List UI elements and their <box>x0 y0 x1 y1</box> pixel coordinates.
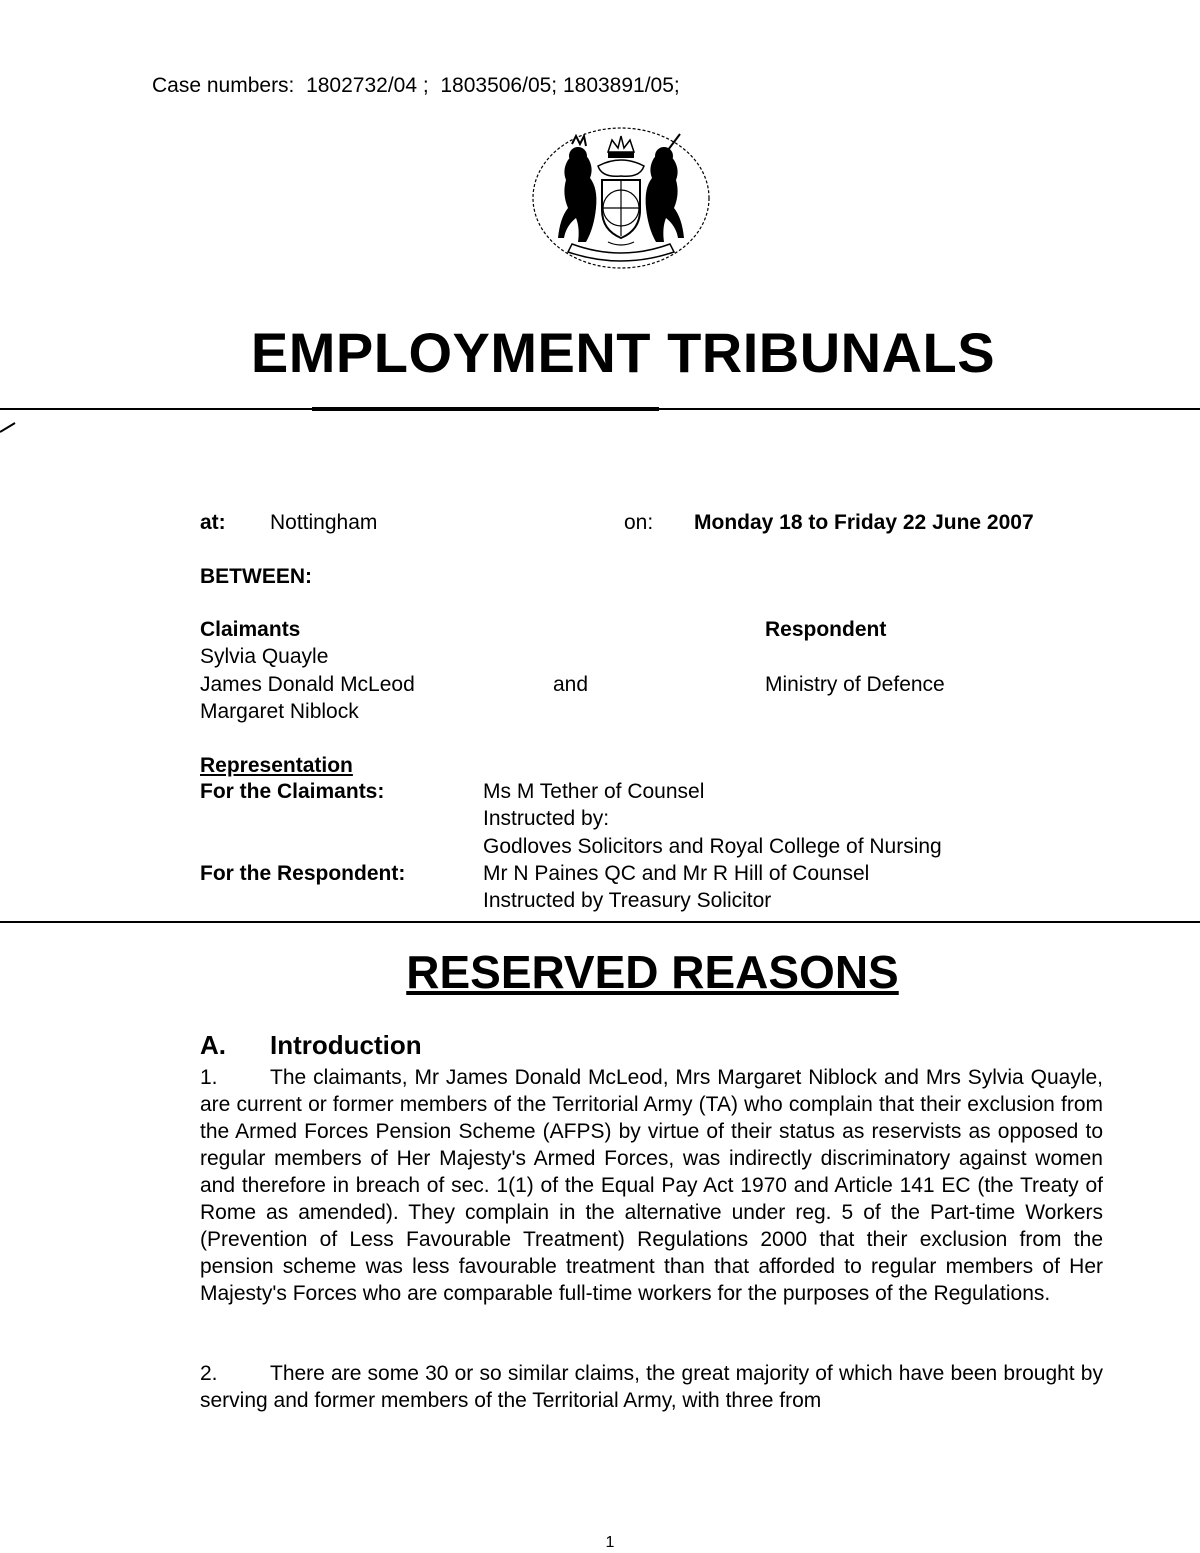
respondent-name: Ministry of Defence <box>765 673 945 696</box>
paragraph-text: The claimants, Mr James Donald McLeod, Mrs Margaret Niblock and Mrs Sylvia Quayle, are current or former members of the Territorial Army (TA) who complain that their exclusion from the Armed Forces Pension Scheme (AFPS) by virtue of their status as reservists as opposed to regular members of Her Majesty's Armed Forces, was indirectly discriminatory against women and therefore in breach of sec. 1(1) of the Equal Pay Act 1970 and Article 141 EC (the Treaty of Rome as amended). They complain in the alternative under reg. 5 of the Part-time Workers (Prevention of Less Favourable Treatment) Regulations 2000 that their exclusion from the pension scheme was less favourable treatment than that afforded to regular members of Her Majesty's Forces who are comparable full-time workers for the purposes of the Regulations. <box>200 1066 1103 1305</box>
respondent-representation-label: For the Respondent: <box>200 862 406 885</box>
claimants-representation-line: Ms M Tether of Counsel <box>483 780 705 803</box>
page-number: 1 <box>605 1534 615 1551</box>
paragraph-number: 1. <box>200 1066 218 1089</box>
margin-mark-icon <box>0 420 16 434</box>
at-label: at: <box>200 511 226 534</box>
paragraph-2 <box>200 1360 1103 1414</box>
paragraph-1 <box>200 1064 1103 1307</box>
claimant-name: Margaret Niblock <box>200 700 359 723</box>
representation-heading: Representation <box>200 754 353 777</box>
claimants-representation-line: Godloves Solicitors and Royal College of Nursing <box>483 835 942 858</box>
respondent-representation-line: Instructed by Treasury Solicitor <box>483 889 772 912</box>
section-letter: A. <box>200 1030 226 1060</box>
case-numbers: Case numbers: 1802732/04 ; 1803506/05; 1803891/05; <box>152 74 680 97</box>
page-title: EMPLOYMENT TRIBUNALS <box>250 321 996 384</box>
representation-divider <box>0 921 1200 923</box>
between-label: BETWEEN: <box>200 565 312 588</box>
respondent-representation-line: Mr N Paines QC and Mr R Hill of Counsel <box>483 862 870 885</box>
section-title: Introduction <box>270 1030 422 1060</box>
hearing-dates: Monday 18 to Friday 22 June 2007 <box>694 511 1034 534</box>
title-divider-accent <box>312 407 659 411</box>
and-label: and <box>553 673 589 696</box>
hearing-location: Nottingham <box>270 511 378 534</box>
royal-coat-of-arms-icon <box>528 118 714 274</box>
claimants-heading: Claimants <box>200 618 301 641</box>
claimants-representation-line: Instructed by: <box>483 807 610 830</box>
paragraph-text: There are some 30 or so similar claims, the great majority of which have been brought by serving and former members of the Territorial Army, with three from <box>200 1362 1103 1412</box>
on-label: on: <box>624 511 654 534</box>
claimants-representation-label: For the Claimants: <box>200 780 385 803</box>
respondent-heading: Respondent <box>765 618 887 641</box>
paragraph-number: 2. <box>200 1362 218 1385</box>
claimant-name: James Donald McLeod <box>200 673 415 696</box>
claimant-name: Sylvia Quayle <box>200 645 329 668</box>
reserved-reasons-title: RESERVED REASONS <box>406 946 899 998</box>
